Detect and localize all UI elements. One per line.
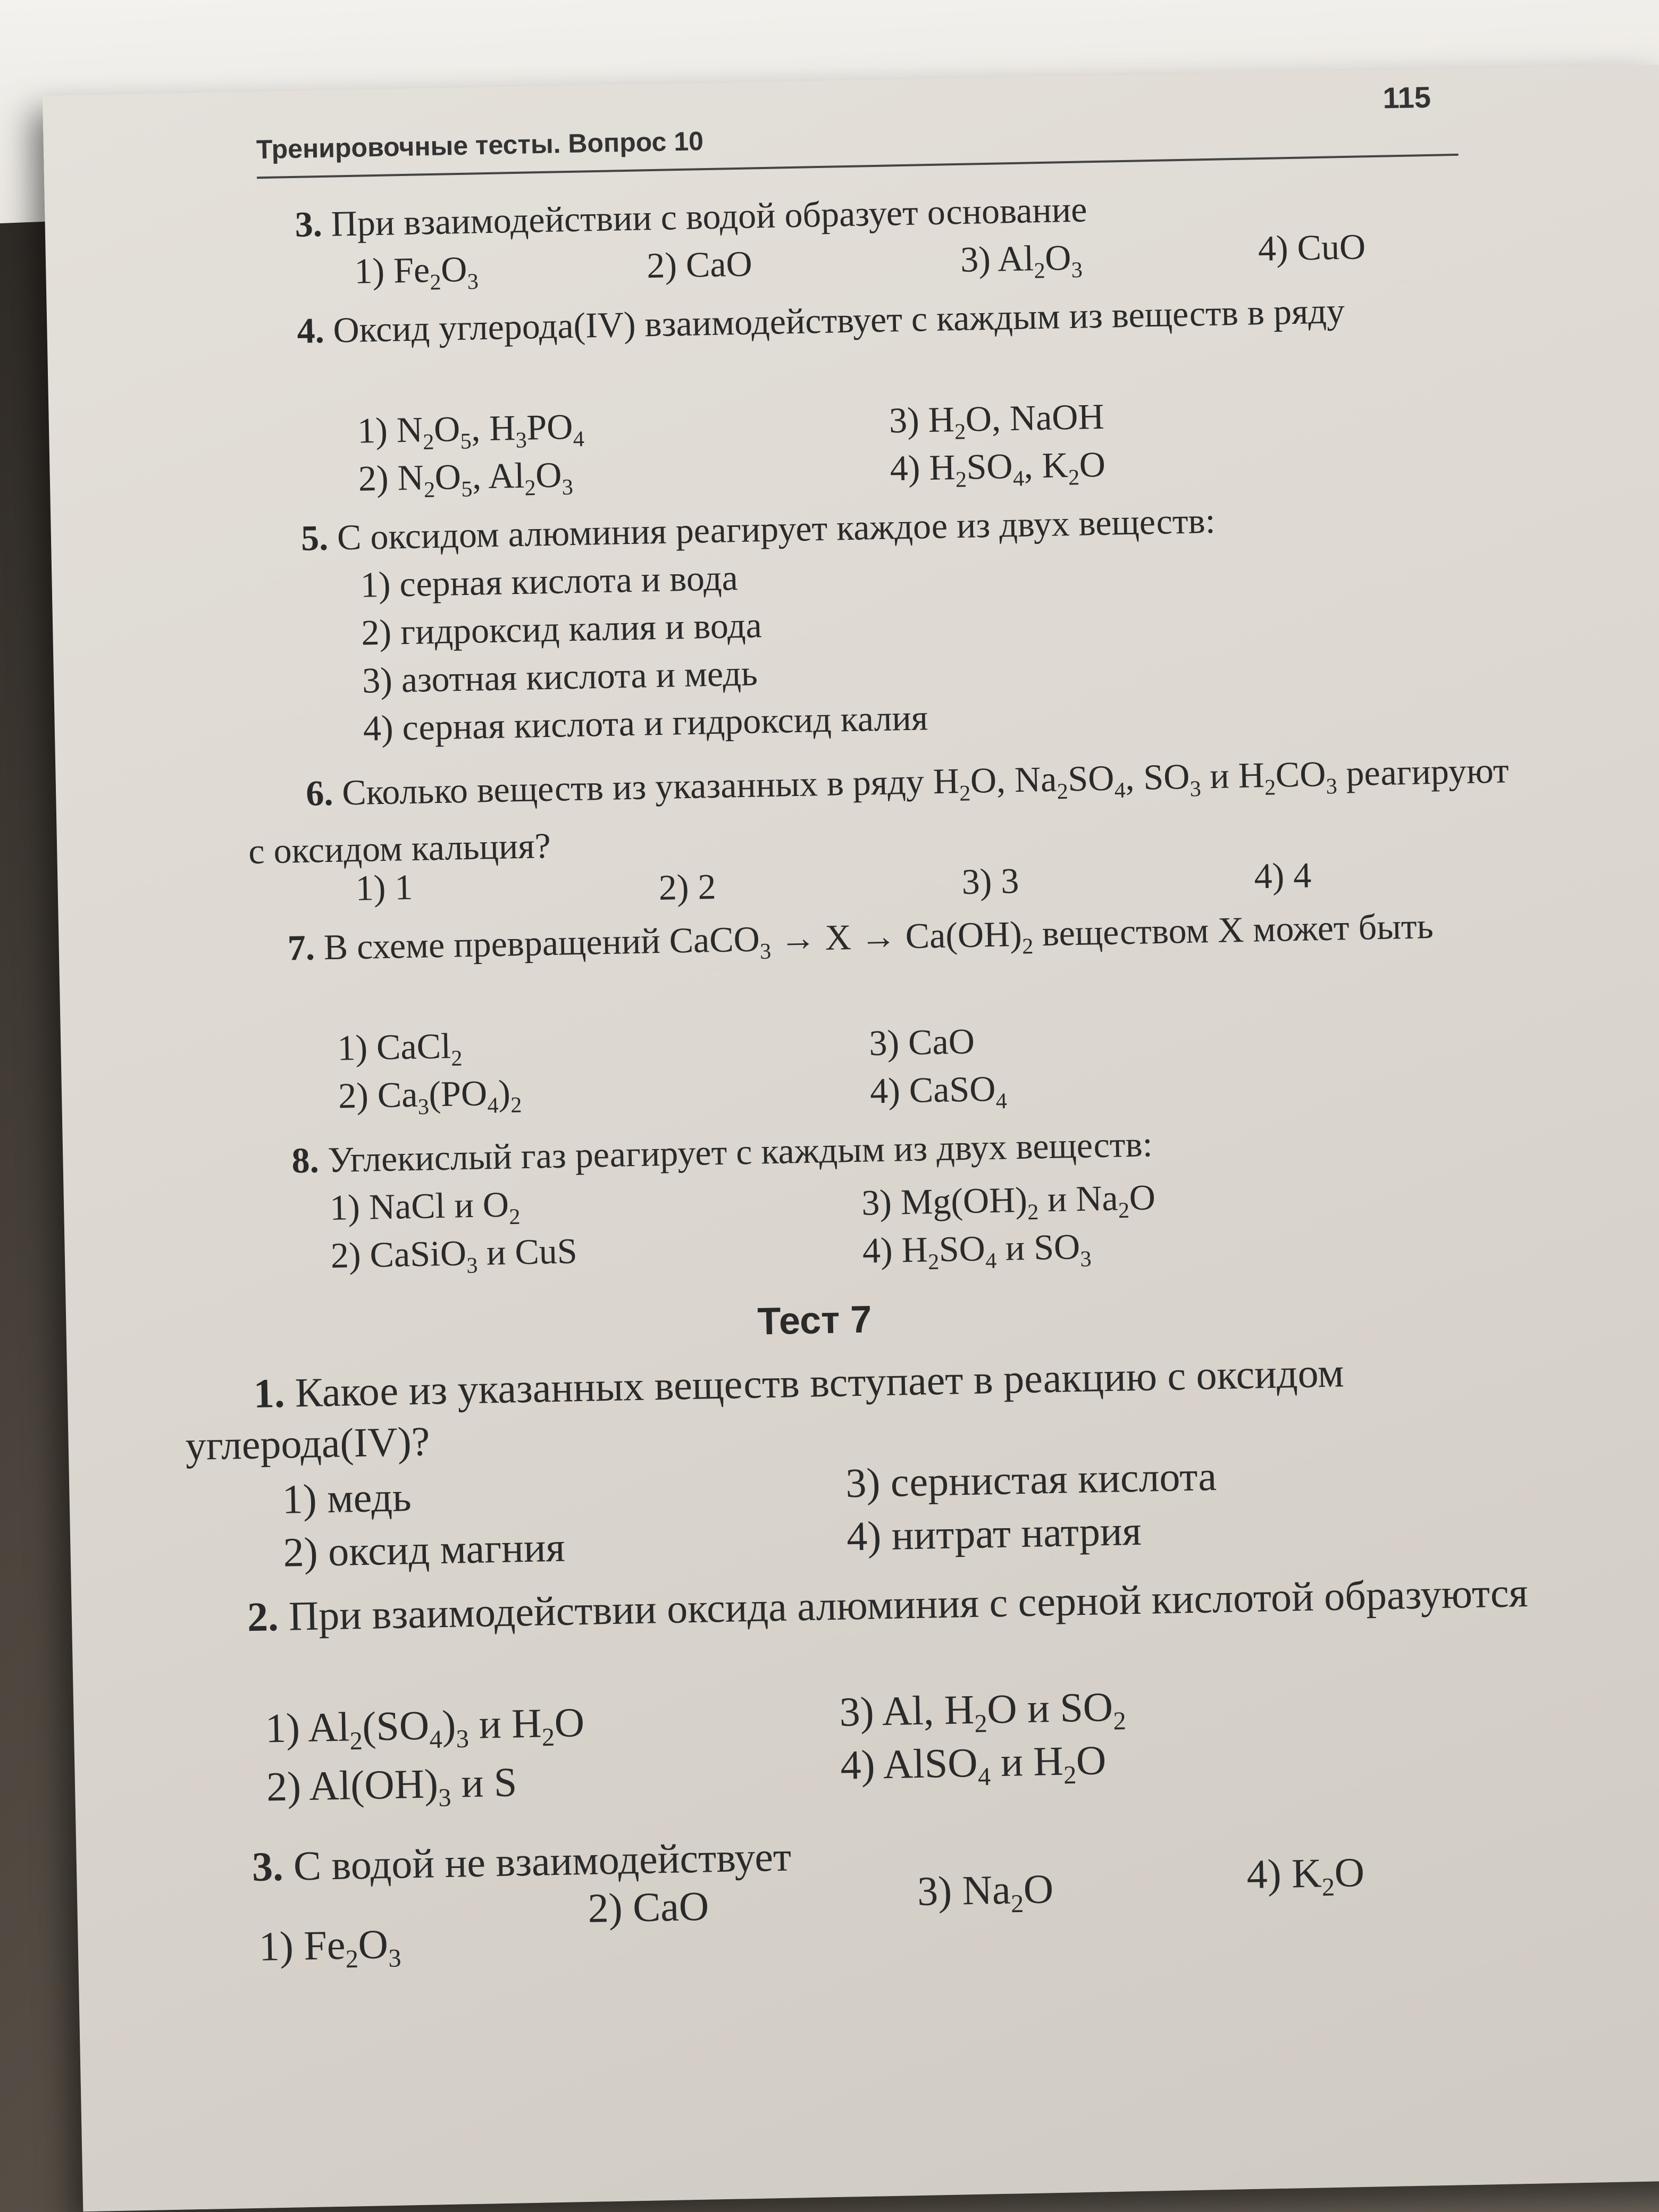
question-number: 6. xyxy=(305,772,333,814)
option: 3) $Na_2O$ xyxy=(917,1865,1054,1918)
question-text: При взаимодействии с водой образует основание xyxy=(330,189,1087,244)
option: 4) $H_2SO_4$ и $SO_3$ xyxy=(862,1226,1092,1275)
option: 3) $Al_2O_3$ xyxy=(960,237,1083,283)
question-3 xyxy=(295,177,1624,246)
option: 1) серная кислота и вода xyxy=(360,557,739,605)
test-title: Тест 7 xyxy=(757,1298,873,1343)
question-text: Сколько веществ из указанных в ряду $H_2O$, $Na_2SO_4$, $SO_3$ и $H_2CO_3$ реагируют с оксидом кальция? xyxy=(248,750,1510,872)
question-number: 5. xyxy=(300,517,329,558)
option: 3) 3 xyxy=(961,860,1020,902)
question-text: В схеме превращений CaCO$_3$ → $X \to Ca(OH)_2$ веществом X может быть xyxy=(323,906,1434,968)
option: 1) NaCl и $O_2$ xyxy=(329,1184,521,1230)
option: 4) $H_2SO_4$, $K_2O$ xyxy=(890,443,1106,492)
option: 1) медь xyxy=(281,1473,412,1522)
question-text: С оксидом алюминия реагирует каждое из двух веществ: xyxy=(337,500,1216,558)
option: 2) $Ca_3(PO_4)_2$ xyxy=(338,1072,522,1120)
option: 2) оксид магния xyxy=(282,1523,566,1576)
question-number: 3. xyxy=(295,203,323,245)
option: 1) $Fe_2O_3$ xyxy=(354,248,479,295)
question-6 xyxy=(247,748,1525,873)
option: 1) $Fe_2O_3$ xyxy=(258,1921,402,1974)
option: 2) $N_2O_5$, $Al_2O_3$ xyxy=(358,454,574,502)
question-number: 3. xyxy=(252,1842,284,1890)
option: 3) азотная кислота и медь xyxy=(362,652,758,701)
book-page xyxy=(43,65,1659,2212)
question-text: Какое из указанных веществ вступает в реакцию с оксидом углерода(IV)? xyxy=(185,1349,1345,1469)
option: 1) $Al_2(SO_4)_3$ и $H_2O$ xyxy=(265,1699,585,1756)
question-text: При взаимодействии оксида алюминия с серной кислотой образуются xyxy=(288,1569,1529,1639)
option: 4) CaSO$_4$ xyxy=(869,1068,1008,1114)
page-content xyxy=(43,65,1659,2212)
option: 4) $K_2O$ xyxy=(1246,1848,1365,1902)
question-number: 2. xyxy=(247,1593,279,1640)
option: 2) CaSiO$_3$ и CuS xyxy=(330,1230,578,1278)
option: 3) $H_2O$, NaOH xyxy=(889,396,1105,445)
question-text: Углекислый газ реагирует с каждым из двух веществ: xyxy=(327,1124,1153,1180)
option: 1) CaCl$_2$ xyxy=(337,1025,463,1071)
option: 4) серная кислота и гидроксид калия xyxy=(363,697,928,749)
option: 2) CaO xyxy=(646,243,753,286)
option: 2) CaO xyxy=(587,1882,709,1931)
page-number: 115 xyxy=(1382,80,1431,115)
question-number: 7. xyxy=(287,927,315,968)
option: 3) сернистая кислота xyxy=(845,1453,1217,1506)
question-number: 4. xyxy=(296,309,325,351)
question-7 xyxy=(234,902,1538,984)
option: 1) $N_2O_5$, $H_3PO_4$ xyxy=(357,406,585,455)
option: 4) 4 xyxy=(1253,854,1312,896)
option: 3) Al, $H_2O$ и $SO_2$ xyxy=(839,1683,1127,1738)
running-head: Тренировочные тесты. Вопрос 10 xyxy=(256,126,704,165)
test7-question-2 xyxy=(167,1566,1539,1644)
option: 4) AlSO$_4$ и $H_2O$ xyxy=(840,1737,1107,1791)
option: 4) нитрат натрия xyxy=(846,1507,1142,1560)
option: 3) CaO xyxy=(868,1020,975,1063)
option: 2) 2 xyxy=(658,866,717,908)
option: 3) $Mg(OH)_2$ и $Na_2O$ xyxy=(861,1177,1156,1225)
question-text: С водой не взаимодействует xyxy=(293,1833,792,1889)
question-number: 8. xyxy=(291,1139,320,1181)
option: 4) CuO xyxy=(1258,226,1366,269)
test7-question-1 xyxy=(184,1344,1515,1471)
option: 1) 1 xyxy=(355,866,414,908)
option: 2) $Al(OH)_3$ и S xyxy=(266,1758,517,1812)
question-text: Оксид углерода(IV) взаимодействует с каждым из веществ в ряду xyxy=(332,290,1345,350)
option: 2) гидроксид калия и вода xyxy=(361,605,763,653)
question-number: 1. xyxy=(253,1369,286,1417)
